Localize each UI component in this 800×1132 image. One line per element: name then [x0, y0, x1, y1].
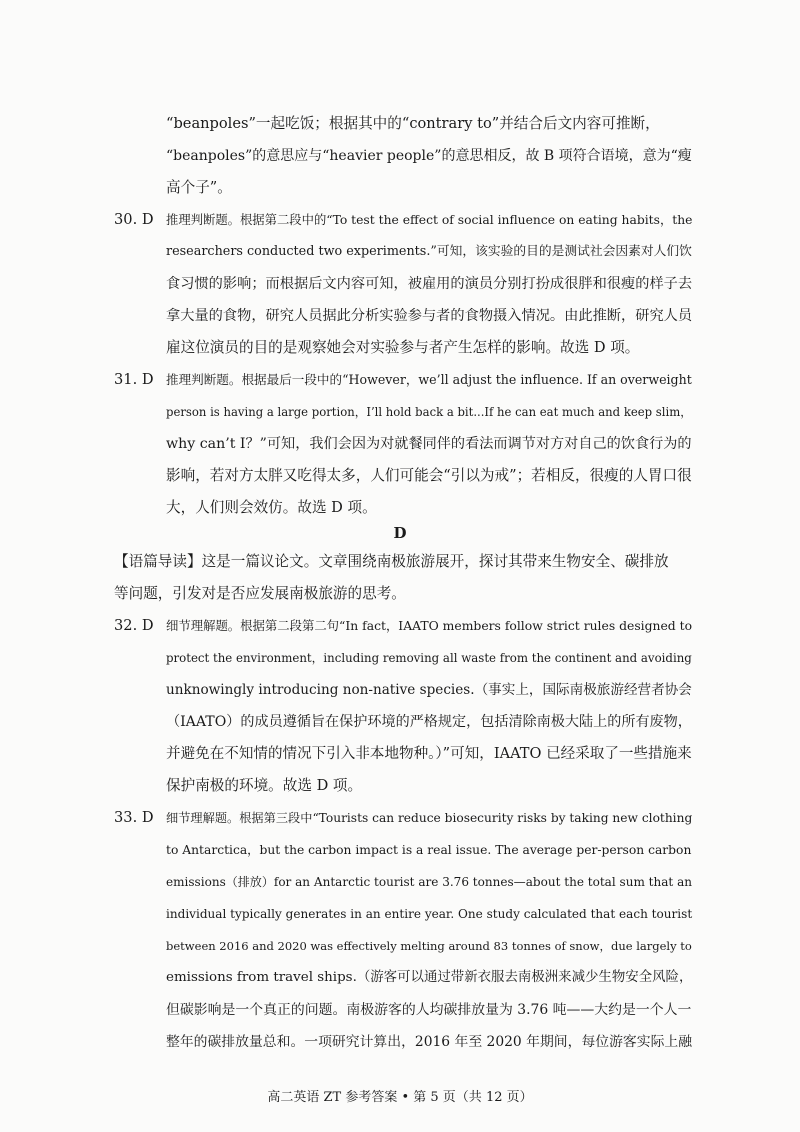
continuation-line: “beanpoles”一起吃饭；根据其中的“contrary to”并结合后文内容可推断， — [166, 115, 660, 132]
answer-line: 大，人们则会效仿。故选 D 项。 — [166, 499, 377, 516]
guide-line: 【语篇导读】这是一篇议论文。文章围绕南极旅游展开，探讨其带来生物安全、碳排放 — [114, 553, 669, 570]
continuation-line: “beanpoles”的意思应与“heavier people”的意思相反，故 B 项符合语境，意为“瘦 — [166, 148, 692, 164]
answer-line: 食习惯的影响；而根据后文内容可知，被雇用的演员分别打扮成很胖和很瘦的样子去 — [166, 276, 693, 292]
answer-line: 保护南极的环境。故选 D 项。 — [166, 777, 363, 794]
answer-line: 但碳影响是一个真正的问题。南极游客的人均碳排放量为 3.76 吨——大约是一个人一 — [166, 1002, 692, 1018]
answer-line: emissions from travel ships.（游客可以通过带新衣服去南极洲来减少生物安全风险， — [166, 970, 693, 985]
answer-line: protect the environment，including removing all waste from the continent and avoiding — [166, 651, 692, 665]
answer-number: 30. D — [114, 211, 154, 228]
answer-line: 推理判断题。根据第二段中的“To test the effect of social influence on eating habits，the — [166, 213, 693, 227]
answer-line: （IAATO）的成员遵循旨在保护环境的严格规定，包括清除南极大陆上的所有废物， — [166, 714, 692, 730]
answer-line: individual typically generates in an entire year. One study calculated that each tourist — [166, 907, 693, 921]
answer-line: 拿大量的食物，研究人员据此分析实验参与者的食物摄入情况。由此推断，研究人员 — [166, 308, 693, 324]
answer-line: between 2016 and 2020 was effectively melting around 83 tonnes of snow，due largely to — [166, 939, 692, 953]
page-footer: 高二英语 ZT 参考答案 • 第 5 页（共 12 页） — [267, 1090, 533, 1105]
answer-line: 整年的碳排放量总和。一项研究计算出，2016 年至 2020 年期间，每位游客实际上融 — [166, 1034, 693, 1050]
answer-line: person is having a large portion，I’ll hold back a bit...If he can eat much and keep slim， — [166, 405, 692, 419]
answer-line: 雇这位演员的目的是观察她会对实验参与者产生怎样的影响。故选 D 项。 — [166, 339, 640, 356]
answer-line: 并避免在不知情的情况下引入非本地物种。）”可知，IAATO 已经采取了一些措施来 — [166, 745, 692, 762]
answer-number: 31. D — [114, 371, 154, 388]
answer-number: 32. D — [114, 617, 154, 634]
answer-line: 细节理解题。根据第三段中“Tourists can reduce biosecurity risks by taking new clothing — [166, 811, 693, 825]
answer-line: emissions（排放）for an Antarctic tourist are 3.76 tonnes—about the total sum that an — [166, 875, 693, 889]
guide-line: 等问题，引发对是否应发展南极旅游的思考。 — [114, 585, 406, 602]
section-heading: D — [393, 524, 407, 542]
answer-line: to Antarctica，but the carbon impact is a real issue. The average per-person carbon — [166, 843, 692, 857]
answer-line: why can’t I？”可知，我们会因为对就餐同伴的看法而调节对方对自己的饮食行为的 — [166, 436, 692, 452]
continuation-line: 高个子”。 — [166, 179, 232, 196]
answer-number: 33. D — [114, 809, 154, 826]
answer-line: 推理判断题。根据最后一段中的“However，we’ll adjust the influence. If an overweight — [166, 372, 692, 387]
answer-line: 影响，若对方太胖又吃得太多，人们可能会“引以为戒”；若相反，很瘦的人胃口很 — [166, 467, 692, 484]
answer-line: 细节理解题。根据第二段第二句“In fact，IAATO members follow strict rules designed to — [166, 619, 693, 633]
answer-line: researchers conducted two experiments.”可知，该实验的目的是测试社会因素对人们饮 — [166, 244, 692, 259]
answer-line: unknowingly introducing non-native species.（事实上，国际南极旅游经营者协会 — [166, 682, 692, 698]
